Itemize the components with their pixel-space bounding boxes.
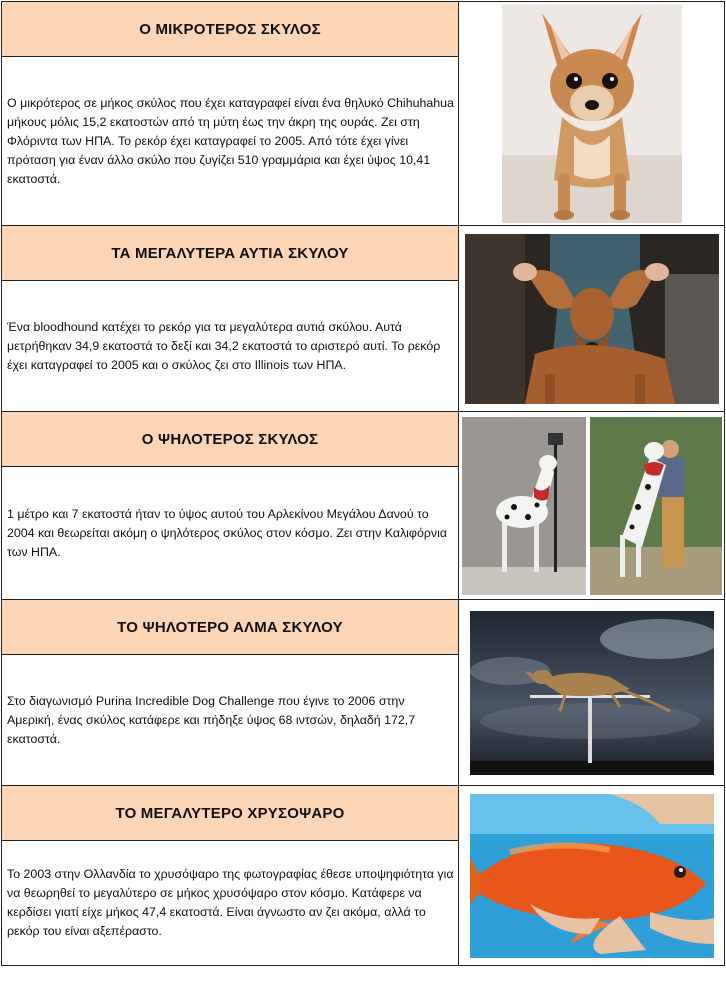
record-title: Ο ΨΗΛΟΤΕΡΟΣ ΣΚΥΛΟΣ [2, 412, 459, 467]
record-photo-cell [459, 412, 725, 600]
great-dane-photos [462, 417, 722, 595]
chihuahua-photo [502, 5, 682, 223]
record-text: Στο διαγωνισμό Purina Incredible Dog Challenge που έγινε το 2006 στην Αμερική, ένας σκύλος κατάφερε και πήδηξε ύψος 68 ιντσών, δηλαδή 172,7 εκατοστά. [2, 655, 459, 786]
goldfish-photo [470, 794, 714, 958]
records-table [1, 1, 725, 966]
table-row [2, 786, 725, 841]
table-row [2, 412, 725, 467]
record-title: Ο ΜΙΚΡΟΤΕΡΟΣ ΣΚΥΛΟΣ [2, 2, 459, 57]
table-row [2, 226, 725, 281]
record-text: 1 μέτρο και 7 εκατοστά ήταν το ύψος αυτού του Αρλεκίνου Μεγάλου Δανού το 2004 και θεωρείται ακόμη ο ψηλότερος σκύλος στον κόσμο. Ζει στην Καλιφόρνια των ΗΠΑ. [2, 467, 459, 600]
jumping-dog-photo [470, 611, 714, 775]
record-photo-cell [459, 2, 725, 226]
record-photo-cell [459, 786, 725, 966]
bloodhound-photo [465, 234, 719, 404]
record-text: Το 2003 στην Ολλανδία το χρυσόψαρο της φωτογραφίας έθεσε υποψηφιότητα για να θεωρηθεί το μεγαλύτερο σε μήκος χρυσόψαρο στον κόσμο. Κατάφερε να κερδίσει γιατί είχε μήκος 47,4 εκατοστά. Είναι άγνωστο αν ζει ακόμα, αλλά το ρεκόρ του είναι αξεπέραστο. [2, 841, 459, 966]
record-photo-cell [459, 600, 725, 786]
record-text: Ο μικρότερος σε μήκος σκύλος που έχει καταγραφεί είναι ένα θηλυκό Chihuhahua μήκους μόλις 15,2 εκατοστών από τη μύτη έως την άκρη της ουράς. Ζει στη Φλόριντα των ΗΠΑ. Το ρεκόρ έχει καταγραφεί το 2005. Από τότε έχει γίνει πρόταση για έναν άλλο σκύλο που ζυγίζει 510 γραμμάρια και έχει ύψος 10,41 εκατοστά. [2, 57, 459, 226]
table-row [2, 600, 725, 655]
record-text: Ένα bloodhound κατέχει το ρεκόρ για τα μεγαλύτερα αυτιά σκύλου. Αυτά μετρήθηκαν 34,9 εκατοστά το δεξί και 34,2 εκατοστά το αριστερό αυτί. Το ρεκόρ έχει καταγραφεί το 2005 και ο σκύλος ζει στο Illinois των ΗΠΑ. [2, 281, 459, 412]
table-row [2, 2, 725, 57]
record-title: ΤΟ ΨΗΛΟΤΕΡΟ ΑΛΜΑ ΣΚΥΛΟΥ [2, 600, 459, 655]
record-title: ΤΑ ΜΕΓΑΛΥΤΕΡΑ ΑΥΤΙΑ ΣΚΥΛΟΥ [2, 226, 459, 281]
record-photo-cell [459, 226, 725, 412]
record-title: ΤΟ ΜΕΓΑΛΥΤΕΡΟ ΧΡΥΣΟΨΑΡΟ [2, 786, 459, 841]
